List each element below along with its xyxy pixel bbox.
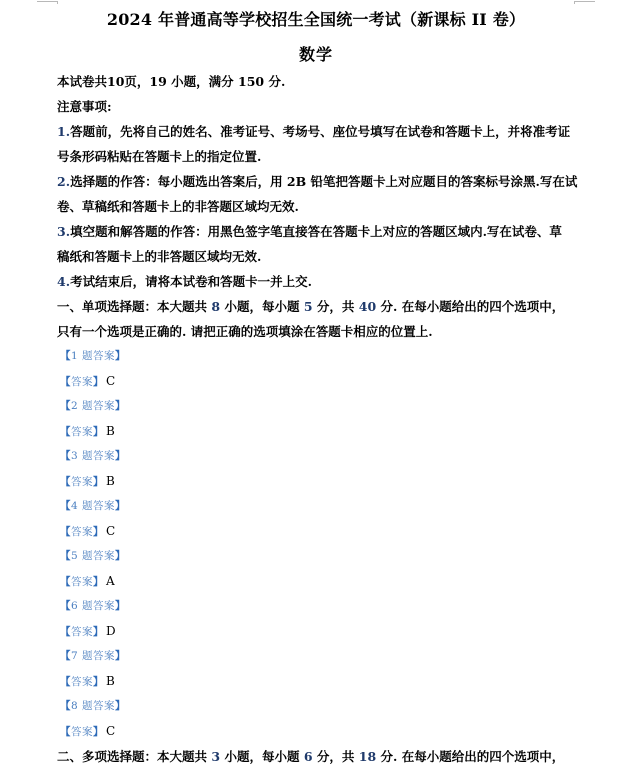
answer-value: B	[106, 424, 115, 438]
page-corner-mark-left	[37, 1, 57, 2]
notice-2-line-2: 卷、草稿纸和答题卡上的非答题区域均无效.	[57, 199, 299, 214]
question-8-answer-label: 【8 题答案】	[60, 700, 127, 712]
question-5-answer-label: 【5 题答案】	[60, 550, 127, 562]
answer-value: D	[106, 624, 116, 638]
question-6-answer: 【答案】 D	[60, 624, 116, 638]
question-count: 3	[211, 749, 221, 764]
notice-number: 1.	[57, 124, 71, 139]
question-4-answer-label: 【4 题答案】	[60, 500, 127, 512]
notice-text: 选择题的作答：每小题选出答案后，用 2B 铅笔把答题卡上对应题目的答案标号涂黑.写在试	[70, 174, 578, 189]
notice-number: 2.	[57, 174, 71, 189]
notice-text: 答题前，先将自己的姓名、准考证号、考场号、座位号填写在试卷和答题卡上，并将准考证	[70, 124, 571, 139]
question-4-answer: 【答案】 C	[60, 524, 116, 538]
question-2-answer-label: 【2 题答案】	[60, 400, 127, 412]
document-title: 2024 年普通高等学校招生全国统一考试（新课标 II 卷）	[106, 10, 526, 29]
question-1-answer: 【答案】 C	[60, 374, 116, 388]
points-total: 40	[358, 299, 377, 314]
question-8-answer: 【答案】 C	[60, 724, 116, 738]
answer-value: C	[106, 374, 116, 388]
notice-text: 考试结束后，请将本试卷和答题卡一并上交.	[70, 274, 312, 289]
notice-3-line-2: 稿纸和答题卡上的非答题区域均无效.	[57, 249, 262, 264]
answer-value: A	[106, 574, 115, 588]
notice-text: 填空题和解答题的作答：用黑色签字笔直接答在答题卡上对应的答题区域内.写在试卷、草	[70, 224, 562, 239]
answer-value: C	[106, 724, 116, 738]
question-7-answer: 【答案】 B	[60, 674, 115, 688]
answer-value: C	[106, 524, 116, 538]
question-3-answer-label: 【3 题答案】	[60, 450, 127, 462]
section-2-heading: 二、多项选择题：本大题共 3 小题，每小题 6 分，共 18 分. 在每小题给出的四个选项中，	[57, 749, 565, 764]
notice-4-line-1	[57, 274, 312, 290]
question-count: 8	[211, 299, 221, 314]
section-1-instructions: 只有一个选项是正确的. 请把正确的选项填涂在答题卡相应的位置上.	[57, 324, 433, 339]
points-each: 5	[303, 299, 313, 314]
notice-number: 4.	[57, 274, 71, 289]
question-3-answer: 【答案】 B	[60, 474, 115, 488]
notice-heading: 注意事项:	[57, 99, 112, 114]
page-corner-mark-right	[575, 1, 595, 2]
notice-3-line-1	[57, 224, 562, 240]
notice-1-line-2: 号条形码粘贴在答题卡上的指定位置.	[57, 149, 262, 164]
question-7-answer-label: 【7 题答案】	[60, 650, 127, 662]
answer-value: B	[106, 474, 115, 488]
notice-2-line-1	[57, 174, 577, 190]
points-total: 18	[358, 749, 377, 764]
question-2-answer: 【答案】 B	[60, 424, 115, 438]
question-5-answer: 【答案】 A	[60, 574, 115, 588]
points-each: 6	[303, 749, 313, 764]
section-1-heading: 一、单项选择题：本大题共 8 小题，每小题 5 分，共 40 分. 在每小题给出的四个选项中，	[57, 299, 565, 314]
notice-1-line-1	[57, 124, 570, 140]
notice-number: 3.	[57, 224, 71, 239]
question-6-answer-label: 【6 题答案】	[60, 600, 127, 612]
question-1-answer-label: 【1 题答案】	[60, 350, 127, 362]
subject-title: 数学	[298, 45, 333, 64]
answer-value: B	[106, 674, 115, 688]
exam-intro: 本试卷共10页，19 小题，满分 150 分.	[57, 74, 286, 89]
